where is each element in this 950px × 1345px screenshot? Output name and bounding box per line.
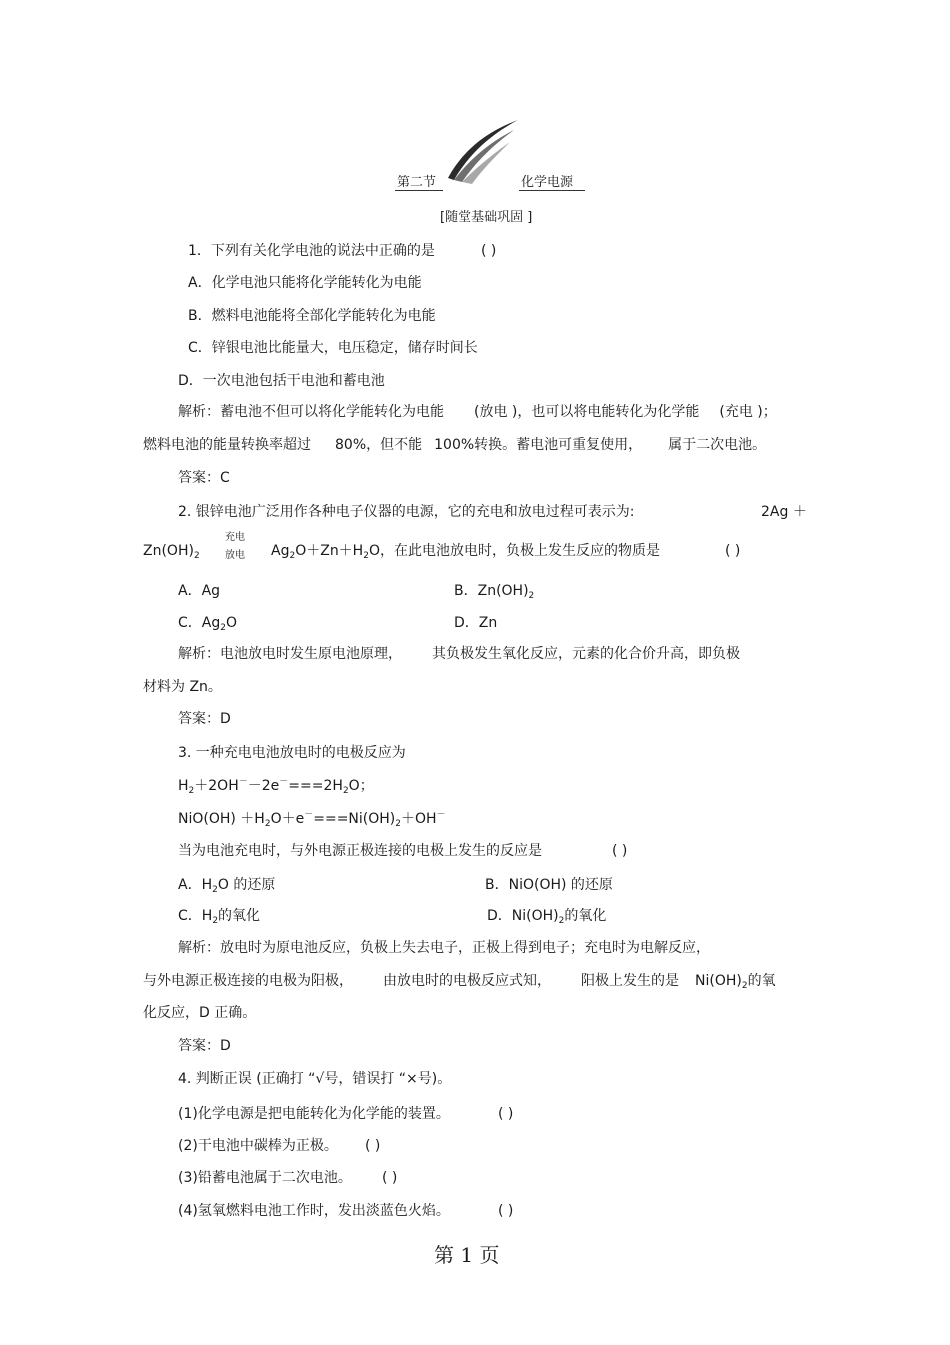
q3-r2-product-sub: 2 — [395, 819, 401, 829]
q1-analysis-part3: (充电 )； — [719, 404, 777, 420]
q3-option-a-tail: O 的还原 — [217, 877, 276, 893]
q3-stem: 3. 一种充电电池放电时的电极反应为 — [178, 745, 406, 761]
q1-analysis-part6: 100%转换。蓄电池可重复使用， — [434, 437, 643, 453]
q2-analysis-line2: 材料为 Zn。 — [143, 679, 222, 695]
q3-reaction-1 — [178, 777, 374, 797]
q1-option-d: D．一次电池包括干电池和蓄电池 — [178, 373, 385, 389]
q3-r2-e-sup: － — [304, 810, 314, 820]
q2-option-a: A．Ag — [178, 583, 221, 599]
q2-stem: 2. 银锌电池广泛用作各种电子仪器的电源，它的充电和放电过程可表示为: — [178, 504, 635, 520]
q2-h-sub: 2 — [363, 551, 369, 561]
q3-r2-product: ===Ni(OH) — [313, 811, 396, 827]
q3-option-d-text: D．Ni(OH) — [487, 908, 559, 924]
q2-option-b-sub: 2 — [528, 591, 535, 601]
q4-item-2: (2)干电池中碳棒为正极。 — [178, 1138, 338, 1154]
q3-analysis-line2 — [143, 972, 776, 992]
q1-answer: 答案：C — [178, 470, 230, 486]
q2-option-c-sub: 2 — [220, 623, 226, 633]
q3-analysis-part2: 由放电时的电极反应式知， — [383, 973, 551, 989]
q1-analysis-part1: 解析：蓄电池不但可以将化学能转化为电能 — [178, 404, 444, 420]
q3-option-b: B．NiO(OH) 的还原 — [485, 877, 613, 893]
q2-option-b-text: B．Zn(OH) — [454, 583, 529, 599]
q1-analysis-line2 — [143, 436, 766, 454]
q3-analysis-line3: 化反应，D 正确。 — [143, 1005, 257, 1021]
q3-option-a-sub: 2 — [212, 885, 218, 895]
q3-reaction-2 — [178, 810, 446, 830]
q1-stem: 1．下列有关化学电池的说法中正确的是 — [188, 243, 435, 259]
q2-analysis-line1 — [178, 645, 740, 663]
q2-equation-right: 2Ag ＋ — [761, 504, 807, 520]
q3-stem-2: 当为电池充电时，与外电源正极连接的电极上发生的反应是 — [178, 843, 542, 859]
q3-r2-oh-sup: － — [436, 810, 446, 820]
q3-r2-oh: ＋OH — [401, 811, 437, 827]
q3-analysis-part5: 的氧 — [747, 973, 776, 989]
q4-stem: 4. 判断正误 (正确打 “√号，错误打 “×号)。 — [178, 1071, 452, 1087]
q3-r1-product: ===2H — [288, 778, 343, 794]
q3-option-c-tail: 的氧化 — [218, 908, 261, 924]
q3-option-c-sub: 2 — [212, 916, 219, 926]
q3-option-c — [178, 907, 260, 927]
q2-answer: 答案：D — [178, 711, 231, 727]
q3-r1-oh: ＋2OH — [194, 778, 239, 794]
q2-equation-left — [143, 542, 200, 562]
q4-item-1: (1)化学电源是把电能转化为化学能的装置。 — [178, 1106, 450, 1122]
q3-option-d-tail: 的氧化 — [564, 908, 607, 924]
q4-item-4: (4)氢氧燃料电池工作时，发出淡蓝色火焰。 — [178, 1203, 450, 1219]
q2-analysis-part1: 解析：电池放电时发生原电池原理， — [178, 646, 402, 662]
q2-zn-oh: Zn(OH) — [143, 543, 194, 559]
q3-r2-nioh: NiO(OH) ＋H — [178, 811, 265, 827]
q4-item-1-blank: ( ) — [498, 1106, 514, 1122]
swoosh-logo-icon — [440, 116, 530, 186]
q4-item-2-blank: ( ) — [365, 1138, 381, 1154]
section-number: 第二节 — [397, 175, 437, 190]
section-underline — [395, 190, 443, 191]
q3-analysis-part4-sub: 2 — [741, 981, 748, 991]
q3-answer-blank: ( ) — [612, 843, 628, 859]
q3-option-a — [178, 876, 275, 896]
q1-analysis-part5: 80%，但不能 — [335, 437, 423, 453]
q3-r1-h: H — [178, 778, 189, 794]
q3-r2-h-sub: 2 — [264, 819, 271, 829]
q2-ag: Ag — [271, 543, 290, 559]
q3-analysis-part4: Ni(OH) — [695, 973, 742, 989]
q3-option-c-text: C．H — [178, 908, 213, 924]
q1-option-b: B．燃料电池能将全部化学能转化为电能 — [188, 308, 436, 324]
q1-answer-blank: ( ) — [481, 243, 497, 259]
q1-analysis-line1 — [178, 403, 777, 421]
q2-option-b — [454, 582, 534, 602]
q3-r1-tail: O； — [348, 778, 374, 794]
title-underline — [519, 190, 585, 191]
q1-analysis-part7: 属于二次电池。 — [668, 437, 767, 453]
q3-option-d-sub: 2 — [558, 916, 565, 926]
q1-analysis-part4: 燃料电池的能量转换率超过 — [143, 437, 311, 453]
q1-option-a: A．化学电池只能将化学能转化为电能 — [188, 275, 422, 291]
q2-eq-part-b: O＋Zn＋H — [295, 543, 364, 559]
q3-r1-h-sub: 2 — [188, 786, 195, 796]
q1-analysis-part2: (放电 )，也可以将电能转化为化学能 — [474, 404, 700, 420]
q2-answer-blank: ( ) — [725, 543, 741, 559]
q3-analysis-line1: 解析：放电时为原电池反应，负极上失去电子，正极上得到电子；充电时为电解反应， — [178, 940, 710, 956]
q3-option-d — [487, 907, 606, 927]
q2-ag-sub: 2 — [289, 551, 296, 561]
q2-option-d: D．Zn — [454, 615, 498, 631]
section-title: 化学电源 — [521, 175, 574, 190]
q2-option-c — [178, 614, 237, 634]
q4-item-3-blank: ( ) — [382, 1170, 398, 1186]
q3-r1-e-sup: － — [279, 777, 289, 787]
page-number: 第 1 页 — [434, 1243, 500, 1267]
subtitle: [随堂基础巩固 ] — [440, 210, 533, 225]
q2-equation-middle — [271, 542, 660, 562]
q3-option-a-text: A．H — [178, 877, 213, 893]
q3-r1-e: －2e — [247, 778, 280, 794]
q1-option-c: C．锌银电池比能量大，电压稳定，储存时间长 — [188, 340, 478, 356]
q2-option-c-text: C．Ag — [178, 615, 221, 631]
q2-discharge-label: 放电 — [225, 550, 245, 561]
q4-item-3: (3)铅蓄电池属于二次电池。 — [178, 1170, 352, 1186]
q3-analysis-part3: 阳极上发生的是 — [581, 973, 679, 989]
q2-option-c-tail: O — [225, 615, 238, 631]
q3-r2-e: O＋e — [270, 811, 305, 827]
q3-analysis-part1: 与外电源正极连接的电极为阳极， — [143, 973, 353, 989]
q2-analysis-part2: 其负极发生氧化反应，元素的化合价升高，即负极 — [432, 646, 740, 662]
q3-r1-oh-sup: － — [238, 777, 248, 787]
q4-item-4-blank: ( ) — [498, 1203, 514, 1219]
q2-zn-oh-sub: 2 — [193, 551, 200, 561]
q3-r1-product-sub: 2 — [342, 786, 349, 796]
q2-eq-part-c: O，在此电池放电时，负极上发生反应的物质是 — [368, 543, 660, 559]
q3-answer: 答案：D — [178, 1038, 231, 1054]
q2-charge-label: 充电 — [225, 532, 245, 543]
